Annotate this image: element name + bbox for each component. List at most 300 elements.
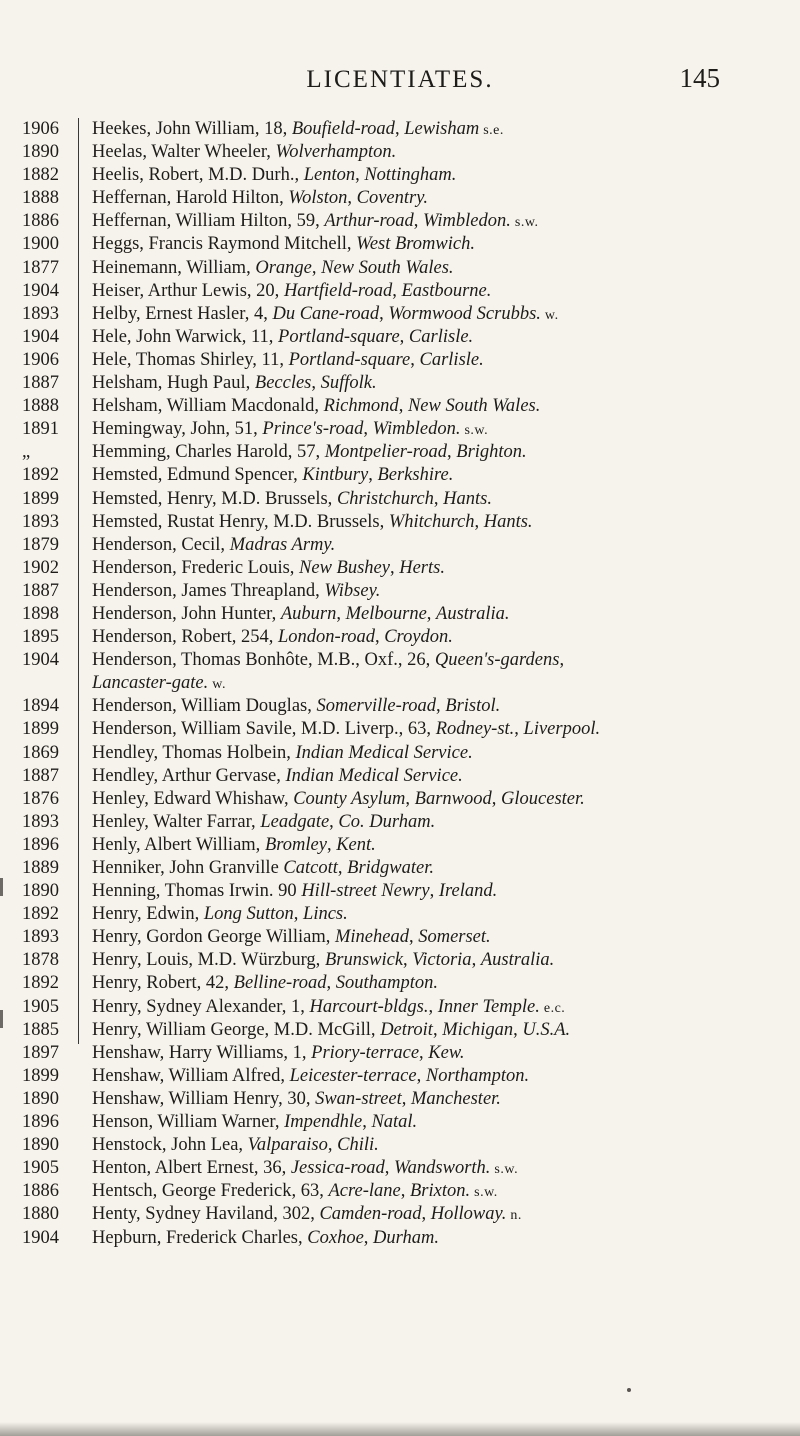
list-item <box>0 972 800 995</box>
entry-year: 1895 <box>22 627 59 648</box>
entry-name: , <box>347 188 357 209</box>
entry-text <box>92 880 792 903</box>
entry-place: Jessica-road <box>290 1158 385 1179</box>
list-item <box>0 233 800 256</box>
entry-place: Victoria <box>412 950 472 971</box>
entry-text <box>92 233 792 256</box>
entry-place: Belline-road <box>233 973 327 994</box>
list-item <box>0 949 800 972</box>
entry-place: Rodney-st. <box>435 719 515 740</box>
entry-name: Heelis, Robert, M.D. Durh., <box>92 165 304 186</box>
entry-name: , <box>401 1088 412 1109</box>
entry-place: Du Cane-road <box>272 303 380 324</box>
list-item <box>0 742 800 765</box>
entry-text <box>92 949 792 972</box>
list-item <box>0 718 800 741</box>
entry-year: 1887 <box>22 373 59 394</box>
entry-place: Orange <box>255 257 312 278</box>
entry-place: Brighton. <box>456 442 527 463</box>
entry-place: Holloway. <box>430 1204 507 1225</box>
entry-text <box>92 857 792 880</box>
entry-name: , <box>311 373 321 394</box>
entry-text <box>92 187 792 210</box>
entry-place: Camden-road <box>319 1204 422 1225</box>
entry-name: Heinemann, William, <box>92 257 256 278</box>
entry-place: Michigan <box>442 1019 514 1040</box>
entry-name: , <box>421 1204 431 1225</box>
entry-year: 1890 <box>22 1135 59 1156</box>
entry-text <box>92 649 792 672</box>
entry-name: Hemsted, Edmund Spencer, <box>92 465 303 486</box>
running-head: LICENTIATES. <box>306 66 494 93</box>
entry-text <box>92 210 792 234</box>
entry-place: Eastbourne. <box>401 280 492 301</box>
list-item <box>0 880 800 903</box>
entry-text <box>92 372 792 395</box>
entry-place: Catcott <box>283 858 338 878</box>
entry-place: Berkshire. <box>377 465 454 486</box>
list-item <box>0 488 800 511</box>
list-item <box>0 395 800 418</box>
entry-place: Indian Medical Service. <box>285 765 463 786</box>
entry-name: Henderson, James Threapland, <box>92 580 325 601</box>
entry-place: U.S.A. <box>522 1019 571 1040</box>
list-item <box>0 1042 800 1065</box>
entry-place: Bridgwater. <box>347 858 434 878</box>
entry-text <box>92 1203 792 1227</box>
entry-place: Wimbledon. <box>423 211 511 232</box>
entry-place: Brixton. <box>410 1181 471 1202</box>
entry-place: Gloucester. <box>501 788 585 809</box>
entry-text <box>92 1019 792 1042</box>
entry-name: Heekes, John William, 18, <box>92 119 292 139</box>
entry-text <box>92 1042 792 1065</box>
entry-name: , <box>429 881 439 902</box>
entry-name: , <box>374 627 385 648</box>
entry-district: s.w. <box>490 1162 519 1178</box>
entry-name: , <box>389 557 400 578</box>
entry-year: 1869 <box>22 742 59 763</box>
entry-year: 1892 <box>22 904 59 925</box>
licentiates-list <box>0 118 800 1250</box>
entry-year: 1877 <box>22 257 59 278</box>
entry-text <box>92 811 792 834</box>
entry-name: Heffernan, Harold Hilton, <box>92 188 289 209</box>
entry-place: Boufield-road <box>291 119 395 139</box>
entry-text <box>92 164 792 187</box>
entry-text <box>92 326 792 349</box>
entry-year: 1882 <box>22 165 59 186</box>
entry-year: 1893 <box>22 811 59 832</box>
entry-place: Wormwood Scrubbs. <box>388 303 541 324</box>
entry-name: Henry, William George, M.D. McGill, <box>92 1019 381 1040</box>
entry-year: 1888 <box>22 188 59 209</box>
entry-text <box>92 280 792 303</box>
entry-text <box>92 1111 792 1134</box>
list-item <box>0 1227 800 1250</box>
list-item <box>0 834 800 857</box>
entry-name: Henniker, John Granville <box>92 858 284 878</box>
entry-place: Minehead <box>334 927 409 948</box>
entry-name: , <box>327 1135 338 1156</box>
entry-year: 1893 <box>22 511 59 532</box>
entry-name: Henley, Edward Whishaw, <box>92 788 294 809</box>
entry-place: Priory-terrace <box>311 1042 420 1063</box>
entry-year: 1902 <box>22 557 59 578</box>
entry-name: Hendley, Arthur Gervase, <box>92 765 286 786</box>
entry-name: , <box>379 303 389 324</box>
entry-place: Carlisle. <box>419 349 484 370</box>
entry-place: Barnwood <box>414 788 492 809</box>
entry-text <box>92 1180 792 1204</box>
entry-text <box>92 257 792 280</box>
entry-name: Hentsch, George Frederick, 63, <box>92 1181 329 1202</box>
entry-place: Bristol. <box>445 696 501 717</box>
list-item <box>0 695 800 718</box>
list-item <box>0 1111 800 1134</box>
entry-place: Kew. <box>428 1042 465 1063</box>
entry-name: Henry, Gordon George William, <box>92 927 335 948</box>
entry-year: 1893 <box>22 303 59 324</box>
entry-year: 1897 <box>22 1042 59 1063</box>
list-item <box>0 788 800 811</box>
entry-place: Wimbledon. <box>372 419 461 440</box>
entry-name: , <box>491 788 502 809</box>
entry-name: Helby, Ernest Hasler, 4, <box>92 303 273 324</box>
entry-year: 1887 <box>22 580 59 601</box>
entry-text <box>92 972 792 995</box>
list-item <box>0 280 800 303</box>
list-item <box>0 118 800 141</box>
entry-place: Liverpool. <box>523 719 601 740</box>
entry-name: Hendley, Thomas Holbein, <box>92 742 296 763</box>
entry-place: Montpelier-road <box>324 442 448 463</box>
entry-year: 1886 <box>22 1181 59 1202</box>
entry-name: , <box>474 511 484 532</box>
entry-name: , <box>436 696 446 717</box>
entry-place: Somerset. <box>418 927 491 948</box>
entry-year: 1896 <box>22 1112 59 1133</box>
entry-year: 1889 <box>22 858 59 878</box>
entry-name: Henshaw, William Henry, 30, <box>92 1088 316 1109</box>
entry-place: Co. Durham. <box>338 811 436 832</box>
entry-place: Arthur-road <box>324 211 414 232</box>
entry-name: Henderson, William Douglas, <box>92 696 317 717</box>
list-item <box>0 996 800 1019</box>
entry-year: 1906 <box>22 349 59 370</box>
entry-name: , <box>426 603 437 624</box>
entry-place: Richmond <box>323 396 399 417</box>
entry-name: , <box>514 719 524 740</box>
entry-place: Australia. <box>480 950 555 971</box>
entry-name: Henderson, Robert, 254, <box>92 627 278 648</box>
entry-name: , <box>355 165 365 186</box>
entry-place: Madras Army. <box>229 534 336 555</box>
entry-place: Croydon. <box>384 627 453 648</box>
entry-place: Coxhoe <box>307 1227 364 1248</box>
entry-text <box>92 603 792 626</box>
entry-year: 1892 <box>22 973 59 994</box>
entry-place: Brunswick <box>324 950 404 971</box>
entry-place: Kent. <box>336 834 376 855</box>
entry-name: , <box>398 396 408 417</box>
entry-place: Prince's-road <box>262 419 364 440</box>
entry-year: 1904 <box>22 326 59 347</box>
entry-district: s.w. <box>470 1185 498 1201</box>
entry-name: Henderson, Frederic Louis, <box>92 557 300 578</box>
entry-name: Henderson, John Hunter, <box>92 603 281 624</box>
entry-text <box>92 303 792 327</box>
entry-name: , <box>363 1227 374 1248</box>
margin-mark <box>0 1010 3 1028</box>
list-item <box>0 164 800 187</box>
entry-text <box>92 718 792 741</box>
list-item <box>0 1088 800 1111</box>
entry-place: Somerville-road <box>316 696 437 717</box>
entry-place: Lancaster-gate. <box>92 673 209 694</box>
entry-text <box>92 395 792 418</box>
entry-place: Hants. <box>443 488 492 509</box>
entry-year: 1899 <box>22 1065 59 1086</box>
entry-text <box>92 511 792 534</box>
entry-district: w. <box>208 677 226 693</box>
list-item <box>0 441 800 464</box>
entry-name: , <box>403 950 413 971</box>
entry-place: Whitchurch <box>388 511 475 532</box>
entry-year: 1876 <box>22 788 59 809</box>
entry-place: Natal. <box>371 1112 418 1133</box>
entry-name: Hemsted, Rustat Henry, M.D. Brussels, <box>92 511 389 532</box>
entry-text <box>92 1157 792 1181</box>
entry-place: Harcourt-bldgs. <box>309 996 429 1017</box>
entry-name: , <box>362 1112 372 1133</box>
entry-name: Henning, Thomas Irwin. 90 <box>92 881 302 902</box>
entry-place: Leicester-terrace <box>289 1065 417 1086</box>
page-number: 145 <box>679 63 720 93</box>
paper-speck <box>627 1388 631 1392</box>
entry-district: n. <box>506 1208 522 1224</box>
list-item <box>0 603 800 626</box>
entry-name: , <box>326 973 336 994</box>
entry-text <box>92 1134 792 1157</box>
entry-name: Heelas, Walter Wheeler, <box>92 142 276 163</box>
entry-text <box>92 695 792 718</box>
entry-year: 1888 <box>22 396 59 417</box>
entry-place: Wibsey. <box>324 580 381 601</box>
entry-name: , <box>433 488 444 509</box>
entry-district: s.e. <box>479 123 504 138</box>
entry-text <box>92 788 792 811</box>
entry-name: Hemming, Charles Harold, 57, <box>92 442 325 463</box>
entry-year: 1890 <box>22 881 59 902</box>
entry-district: w. <box>540 307 559 323</box>
entry-place: Lincs. <box>303 904 348 925</box>
list-item <box>0 1180 800 1203</box>
entry-name: Helsham, Hugh Paul, <box>92 373 255 394</box>
entry-year: 1900 <box>22 234 59 255</box>
entry-place: London-road <box>278 627 375 648</box>
list-item <box>0 464 800 487</box>
list-item <box>0 1065 800 1088</box>
entry-name: Henderson, William Savile, M.D. Liverp., 63, <box>92 719 436 740</box>
entry-year: „ <box>22 442 31 463</box>
entry-place: Inner Temple. <box>437 996 540 1017</box>
list-item <box>0 1157 800 1180</box>
entry-text <box>92 926 792 949</box>
list-item <box>0 811 800 834</box>
list-item <box>0 857 800 880</box>
entry-text <box>92 1088 792 1111</box>
entry-place: Kintbury <box>302 465 369 486</box>
entry-name: , <box>399 326 409 347</box>
entry-place: Hants. <box>483 511 533 532</box>
list-item <box>0 257 800 280</box>
entry-place: Queen's-gardens <box>434 650 560 671</box>
entry-text <box>92 903 792 926</box>
entry-place: Suffolk. <box>320 373 377 394</box>
entry-name: , <box>363 419 373 440</box>
entry-place: West Bromwich. <box>356 234 475 255</box>
entry-text <box>92 488 792 511</box>
entry-year: 1894 <box>22 696 59 717</box>
entry-place: Melbourne <box>345 603 427 624</box>
entry-year: 1890 <box>22 1088 59 1109</box>
entry-year: 1885 <box>22 1019 59 1040</box>
entry-name: , <box>394 119 405 139</box>
entry-name: Henry, Robert, 42, <box>92 973 234 994</box>
entry-place: Bromley <box>264 834 327 855</box>
entry-place: Wolston <box>288 188 348 209</box>
entry-text <box>92 441 792 464</box>
entry-name: , <box>471 950 481 971</box>
entry-name: Henson, William Warner, <box>92 1112 285 1133</box>
entry-district: s.w. <box>460 423 489 439</box>
entry-name: Henry, Sydney Alexander, 1, <box>92 996 310 1017</box>
entry-name: , <box>336 603 346 624</box>
entry-year: 1904 <box>22 1227 59 1248</box>
list-item <box>0 626 800 649</box>
entry-name: , <box>293 904 304 925</box>
entry-name: , <box>513 1019 523 1040</box>
entry-place: Herts. <box>399 557 445 578</box>
margin-mark <box>0 878 3 896</box>
entry-year: 1904 <box>22 650 59 671</box>
entry-name: , <box>408 927 419 948</box>
list-item <box>0 303 800 326</box>
entry-name: Hepburn, Frederick Charles, <box>92 1227 308 1248</box>
entry-name: , <box>447 442 457 463</box>
entry-place: Carlisle. <box>408 326 474 347</box>
entry-name: , <box>413 211 423 232</box>
entry-name: Hele, John Warwick, 11, <box>92 326 279 347</box>
list-item <box>0 1019 800 1042</box>
entry-place: Auburn <box>280 603 337 624</box>
entry-text <box>92 1065 792 1088</box>
list-item <box>0 649 800 672</box>
entry-place: Valparaiso <box>247 1135 328 1156</box>
list-item <box>0 1203 800 1226</box>
entry-text <box>92 141 792 164</box>
list-item <box>0 672 800 695</box>
list-item <box>0 1134 800 1157</box>
entry-year: 1892 <box>22 465 59 486</box>
entry-name: Heffernan, William Hilton, 59, <box>92 211 325 232</box>
entry-name: Hemsted, Henry, M.D. Brussels, <box>92 488 337 509</box>
entry-place: Lewisham <box>404 119 480 139</box>
entry-year: 1905 <box>22 996 59 1017</box>
entry-text <box>92 742 792 765</box>
entry-year: 1906 <box>22 119 59 139</box>
entry-year: 1886 <box>22 211 59 232</box>
list-item <box>0 372 800 395</box>
entry-text <box>92 672 792 696</box>
entry-name: Hele, Thomas Shirley, 11, <box>92 349 289 370</box>
entry-text <box>92 1227 792 1250</box>
entry-name: , <box>410 349 420 370</box>
list-item <box>0 418 800 441</box>
entry-name: , <box>326 834 337 855</box>
entry-name: Henshaw, William Alfred, <box>92 1065 290 1086</box>
entry-text <box>92 626 792 649</box>
entry-text <box>92 557 792 580</box>
entry-name: , <box>400 1181 410 1202</box>
entry-place: Durham. <box>373 1227 439 1248</box>
list-item <box>0 926 800 949</box>
list-item <box>0 511 800 534</box>
entry-name: Henton, Albert Ernest, 36, <box>92 1158 291 1179</box>
entry-place: Acre-lane <box>328 1181 401 1202</box>
entry-place: County Asylum <box>293 788 406 809</box>
entry-year: 1899 <box>22 488 59 509</box>
entry-name: Henly, Albert William, <box>92 834 265 855</box>
entry-name: , <box>368 465 378 486</box>
list-item <box>0 349 800 372</box>
list-item <box>0 580 800 603</box>
page-edge-shadow <box>0 1422 800 1436</box>
entry-name: Heggs, Francis Raymond Mitchell, <box>92 234 357 255</box>
entry-place: Detroit <box>380 1019 433 1040</box>
entry-place: New South Wales. <box>407 396 541 417</box>
entry-name: Henry, Edwin, <box>92 904 204 925</box>
entry-place: Southampton. <box>335 973 438 994</box>
entry-name: , <box>329 811 339 832</box>
entry-year: 1887 <box>22 765 59 786</box>
entry-place: Lenton <box>303 165 356 186</box>
entry-text <box>92 834 792 857</box>
entry-name: , <box>428 996 438 1017</box>
entry-name: Hemingway, John, 51, <box>92 419 263 440</box>
entry-year: 1898 <box>22 603 59 624</box>
list-item <box>0 187 800 210</box>
entry-year: 1904 <box>22 280 59 301</box>
entry-year: 1879 <box>22 534 59 555</box>
list-item <box>0 534 800 557</box>
entry-place: Indian Medical Service. <box>295 742 473 763</box>
entry-place: Northampton. <box>425 1065 530 1086</box>
entry-place: Hartfield-road <box>283 280 393 301</box>
entry-year: 1890 <box>22 142 59 163</box>
entry-place: Beccles <box>254 373 312 394</box>
entry-text <box>92 418 792 442</box>
entry-place: New South Wales. <box>321 257 454 278</box>
entry-name: , <box>405 788 415 809</box>
entry-year: 1880 <box>22 1204 59 1225</box>
entry-place: Portland-square <box>278 326 400 347</box>
entry-place: Portland-square <box>288 349 411 370</box>
entry-place: Ireland. <box>438 881 498 902</box>
entry-place: Manchester. <box>411 1088 501 1109</box>
entry-place: Wolverhampton. <box>275 142 397 163</box>
